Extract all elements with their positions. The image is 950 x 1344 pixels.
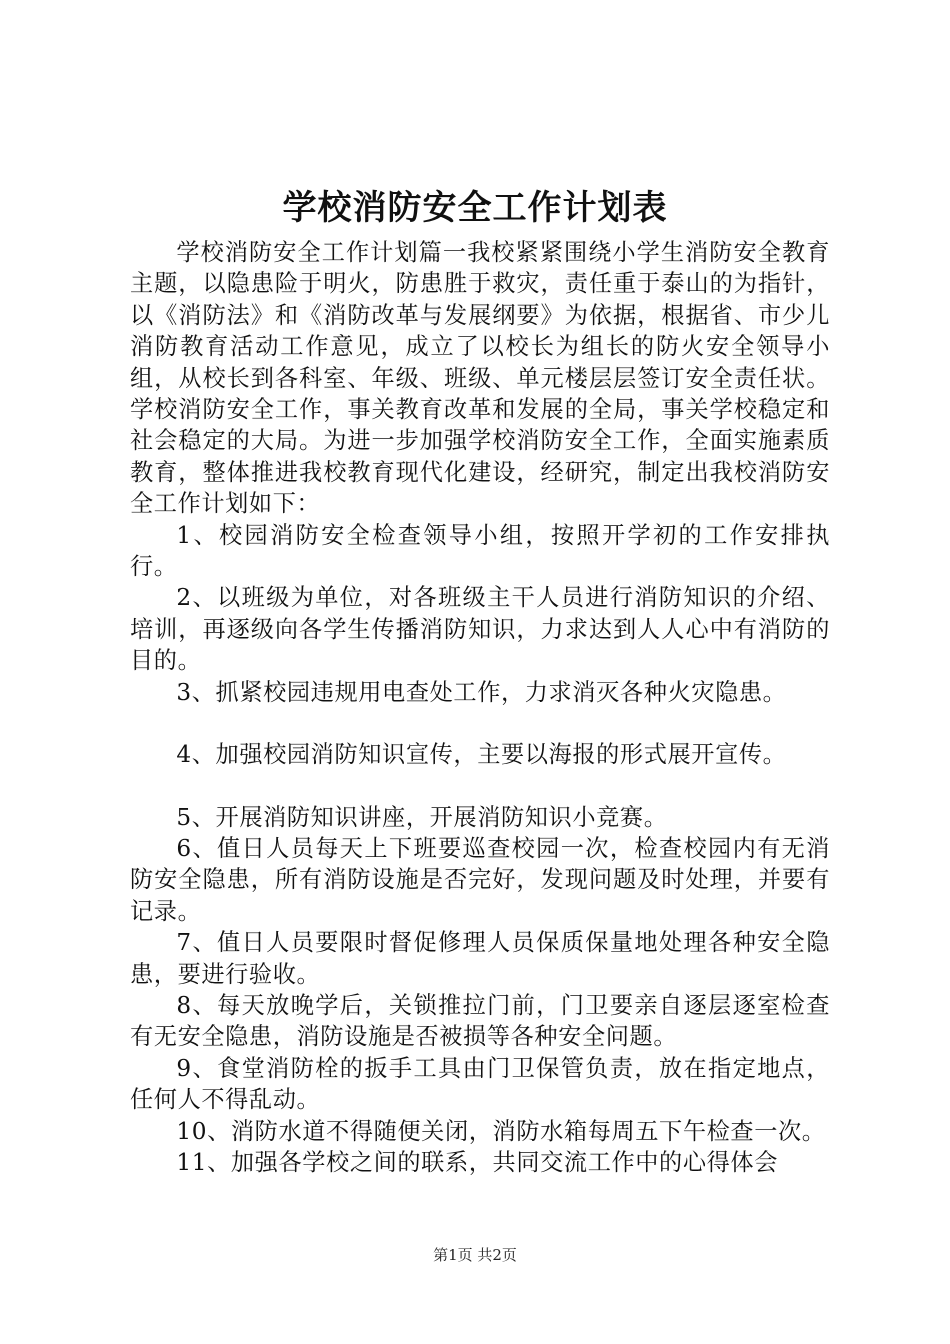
plan-item-11: 11、加强各学校之间的联系，共同交流工作中的心得体会 bbox=[176, 1148, 778, 1176]
plan-item-6: 6、值日人员每天上下班要巡查校园一次，检查校园内有无消防安全隐患，所有消防设施是否完好，发现问题及时处理，并要有记录。 bbox=[130, 834, 830, 925]
plan-item-10: 10、消防水道不得随便关闭，消防水箱每周五下午检查一次。 bbox=[176, 1117, 826, 1145]
document-title: 学校消防安全工作计划表 bbox=[282, 188, 668, 228]
plan-item-4: 4、加强校园消防知识宣传，主要以海报的形式展开宣传。 bbox=[176, 741, 787, 769]
plan-item-2: 2、以班级为单位，对各班级主干人员进行消防知识的介绍、培训，再逐级向各学生传播消防知识，力求达到人人心中有消防的目的。 bbox=[130, 584, 830, 675]
document-body bbox=[130, 237, 830, 1178]
plan-item-7: 7、值日人员要限时督促修理人员保质保量地处理各种安全隐患，要进行验收。 bbox=[130, 929, 830, 988]
paragraph-gap bbox=[130, 771, 830, 802]
intro-paragraph: 学校消防安全工作计划篇一我校紧紧围绕小学生消防安全教育主题，以隐患险于明火，防患胜于救灾，责任重于泰山的为指针，以《消防法》和《消防改革与发展纲要》为依据，根据省、市少儿消防教育活动工作意见，成立了以校长为组长的防火安全领导小组，从校长到各科室、年级、班级、单元楼层层签订安全责任状。学校消防安全工作，事关教育改革和发展的全局，事关学校稳定和社会稳定的大局。为进一步加强学校消防安全工作，全面实施素质教育，整体推进我校教育现代化建设，经研究，制定出我校消防安全工作计划如下： bbox=[130, 239, 830, 518]
plan-item-3: 3、抓紧校园违规用电查处工作，力求消灭各种火灾隐患。 bbox=[176, 678, 787, 706]
paragraph-gap bbox=[130, 708, 830, 739]
plan-item-1: 1、校园消防安全检查领导小组，按照开学初的工作安排执行。 bbox=[130, 521, 830, 581]
plan-item-9: 9、食堂消防栓的扳手工具由门卫保管负责，放在指定地点，任何人不得乱动。 bbox=[130, 1054, 830, 1114]
plan-item-5: 5、开展消防知识讲座，开展消防知识小竞赛。 bbox=[176, 803, 668, 831]
plan-item-8: 8、每天放晚学后，关锁推拉门前，门卫要亲自逐层逐室检查有无安全隐患，消防设施是否被损等各种安全问题。 bbox=[130, 991, 830, 1051]
page-number: 第1页 共2页 bbox=[433, 1246, 517, 1264]
